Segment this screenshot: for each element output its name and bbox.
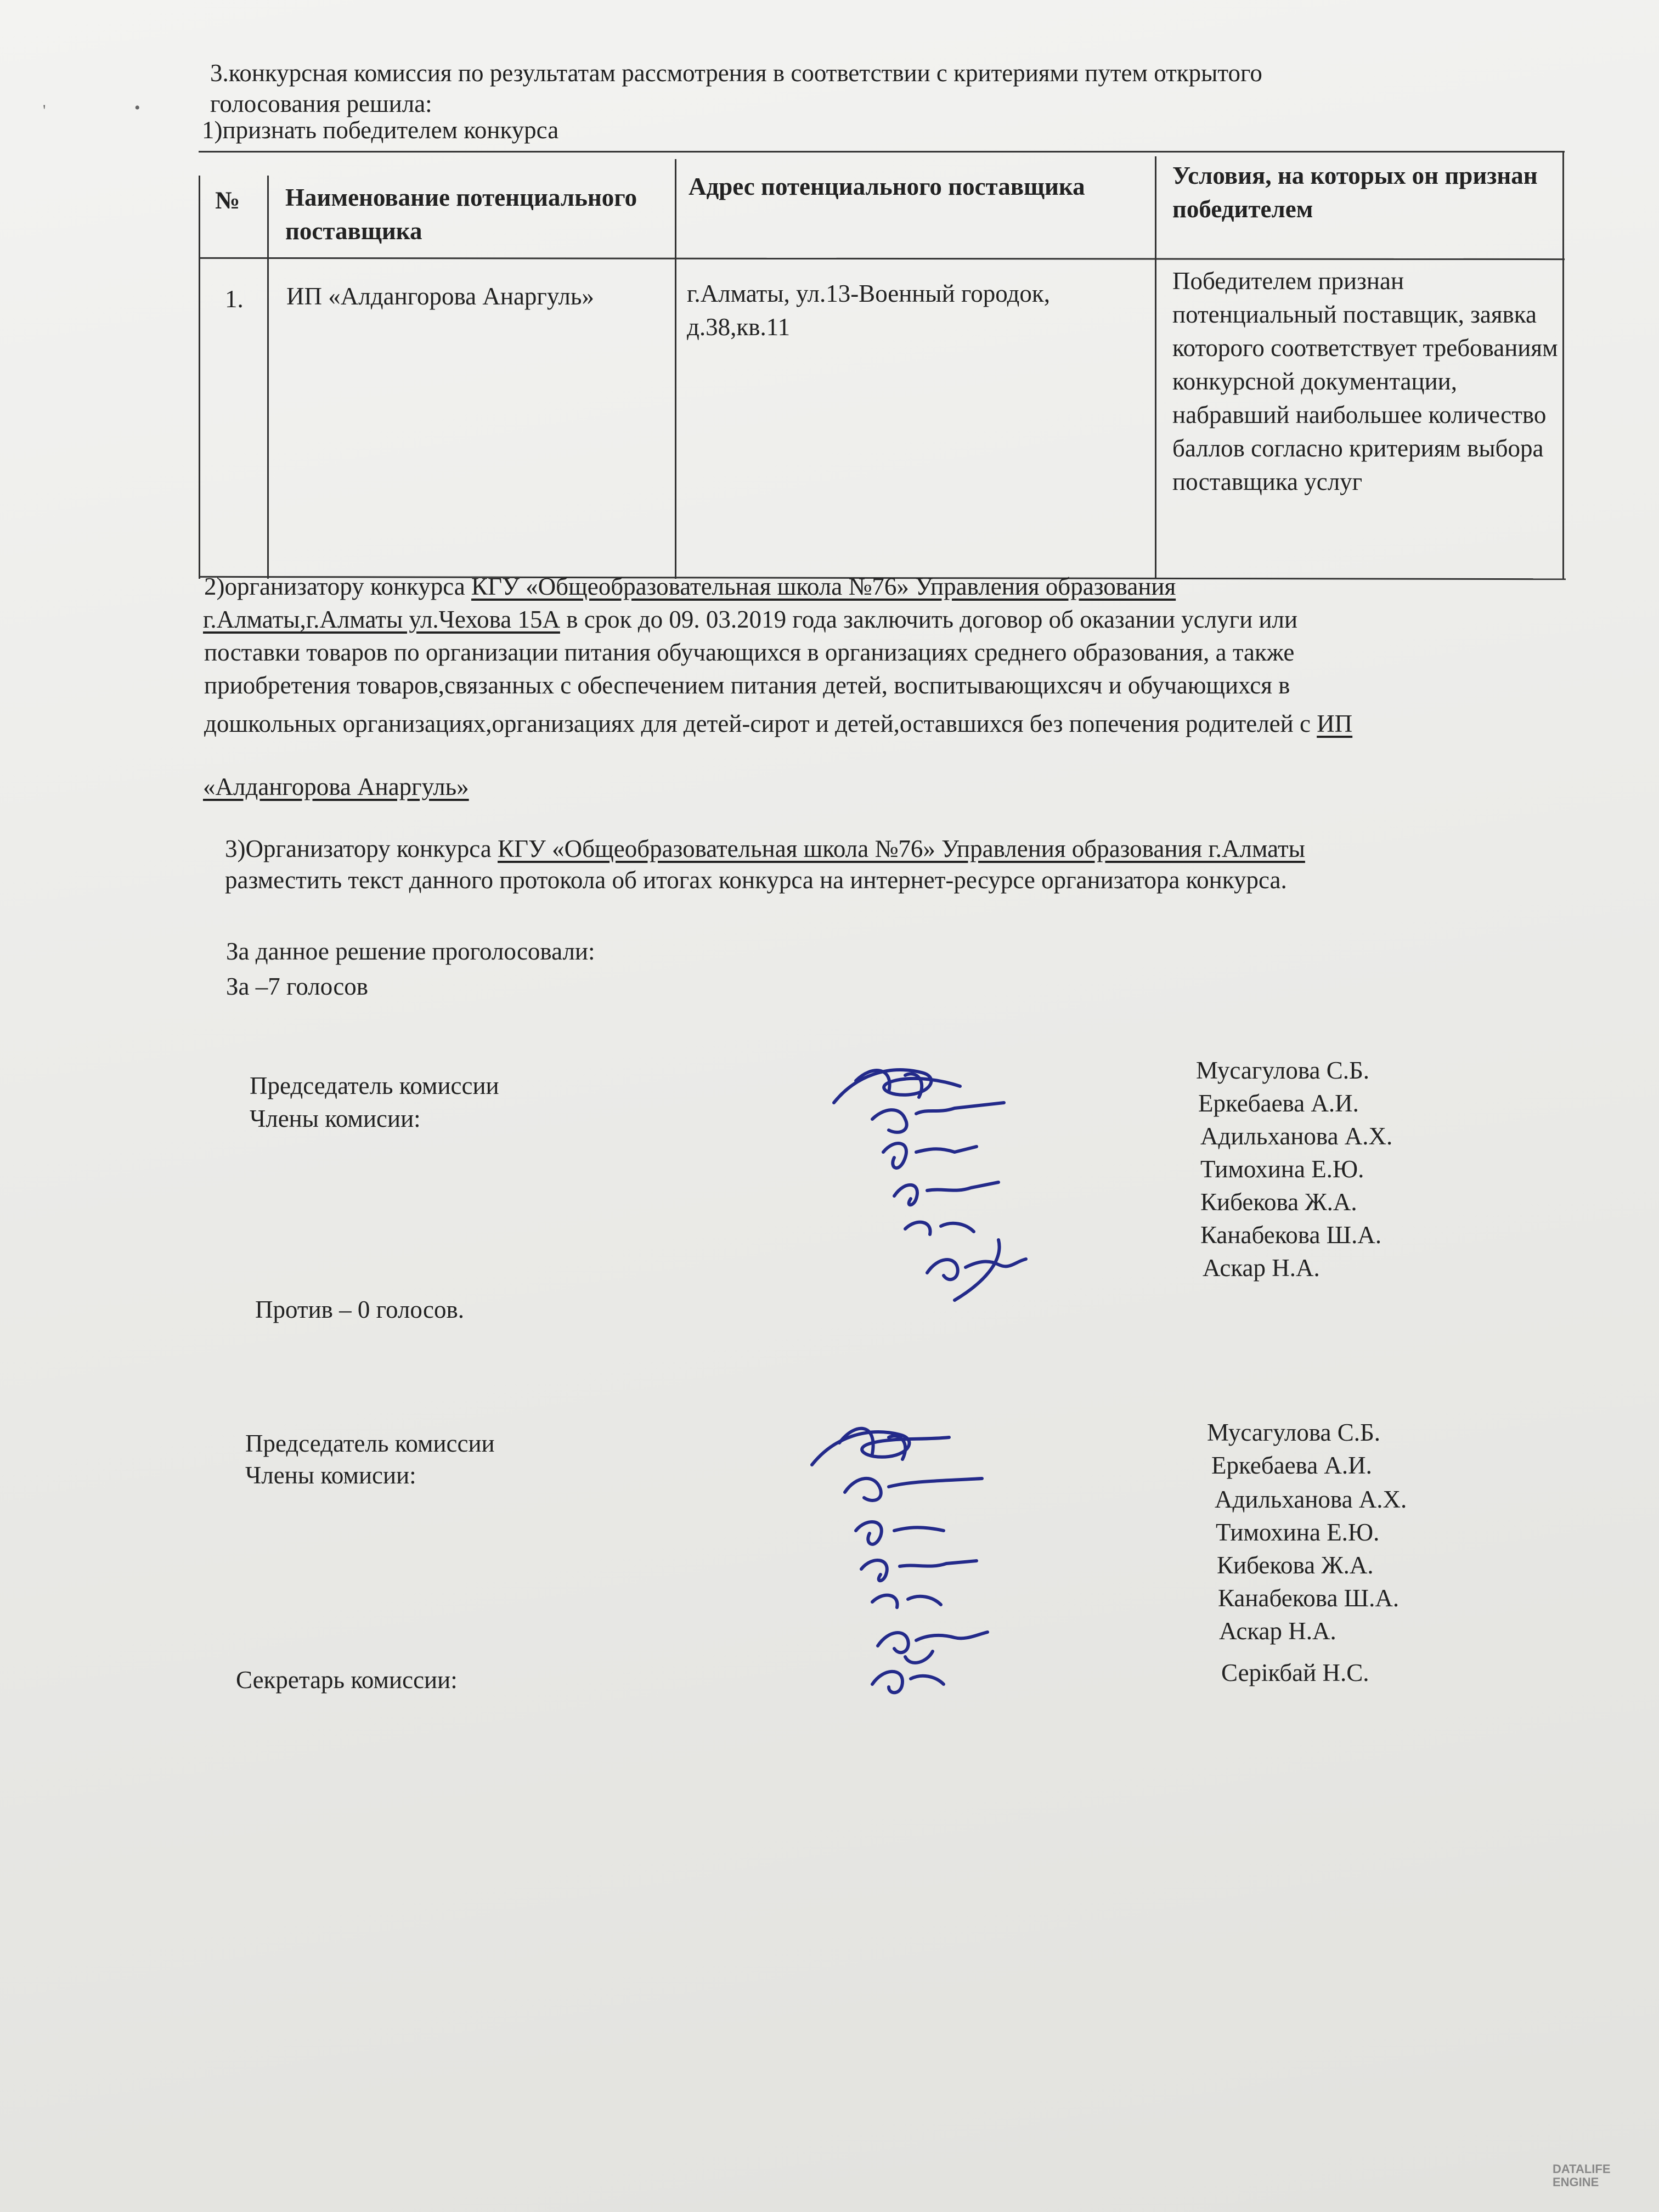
organizer-address: г.Алматы,г.Алматы ул.Чехова 15А [203, 606, 560, 633]
organizer-link-2: КГУ «Общеобразовательная школа №76» Управления образования г.Алматы [498, 835, 1305, 862]
col-header-conditions: Условия, на которых он признан победителем [1172, 162, 1538, 223]
supplier-ref: ИП [1317, 710, 1353, 737]
secretary-label: Секретарь комиссии: [236, 1666, 458, 1694]
cell-supplier-name: ИП «Алдангорова Анаргуль» [286, 283, 594, 310]
vote-against: Против – 0 голосов. [255, 1296, 464, 1323]
vote-intro: За данное решение проголосовали: [226, 938, 595, 965]
organizer-link: КГУ «Общеобразовательная школа №76» Управления образования [471, 573, 1176, 600]
signatures-1 [823, 1042, 1075, 1306]
col-header-name: Наименование потенциального поставщика [285, 184, 637, 245]
decision-item-1: 1)признать победителем конкурса [202, 116, 559, 144]
supplier-ref-cont: «Алдангорова Анаргуль» [203, 773, 469, 800]
signatures-2 [801, 1399, 1059, 1706]
col-header-num: № [215, 187, 240, 214]
section-intro-cont: голосования решила: [210, 90, 432, 117]
stray-mark: ' [43, 101, 46, 120]
col-header-address: Адрес потенциального поставщика [689, 173, 1085, 200]
section-intro: 3.конкурсная комиссия по результатам рассмотрения в соответствии с критериями путем открытого [210, 59, 1262, 87]
members-label-1: Члены комисии: [250, 1105, 421, 1132]
chair-label-1: Председатель комиссии [250, 1072, 499, 1099]
members-label-2: Члены комисии: [245, 1462, 416, 1489]
watermark: DATALIFE ENGINE [1553, 2162, 1611, 2189]
vote-for: За –7 голосов [226, 973, 369, 1000]
stray-mark: • [134, 99, 140, 117]
cell-num: 1. [225, 285, 244, 313]
chair-label-2: Председатель комиссии [245, 1430, 495, 1457]
cell-supplier-address: г.Алматы, ул.13-Военный городок, д.38,кв.11 [687, 280, 1050, 341]
cell-win-conditions: Победителем признан потенциальный поставщик, заявка которого соответствует требованиям конкурсной документации, набравший наибольшее количество баллов согласно критериям выбора поставщика услуг [1172, 267, 1558, 495]
